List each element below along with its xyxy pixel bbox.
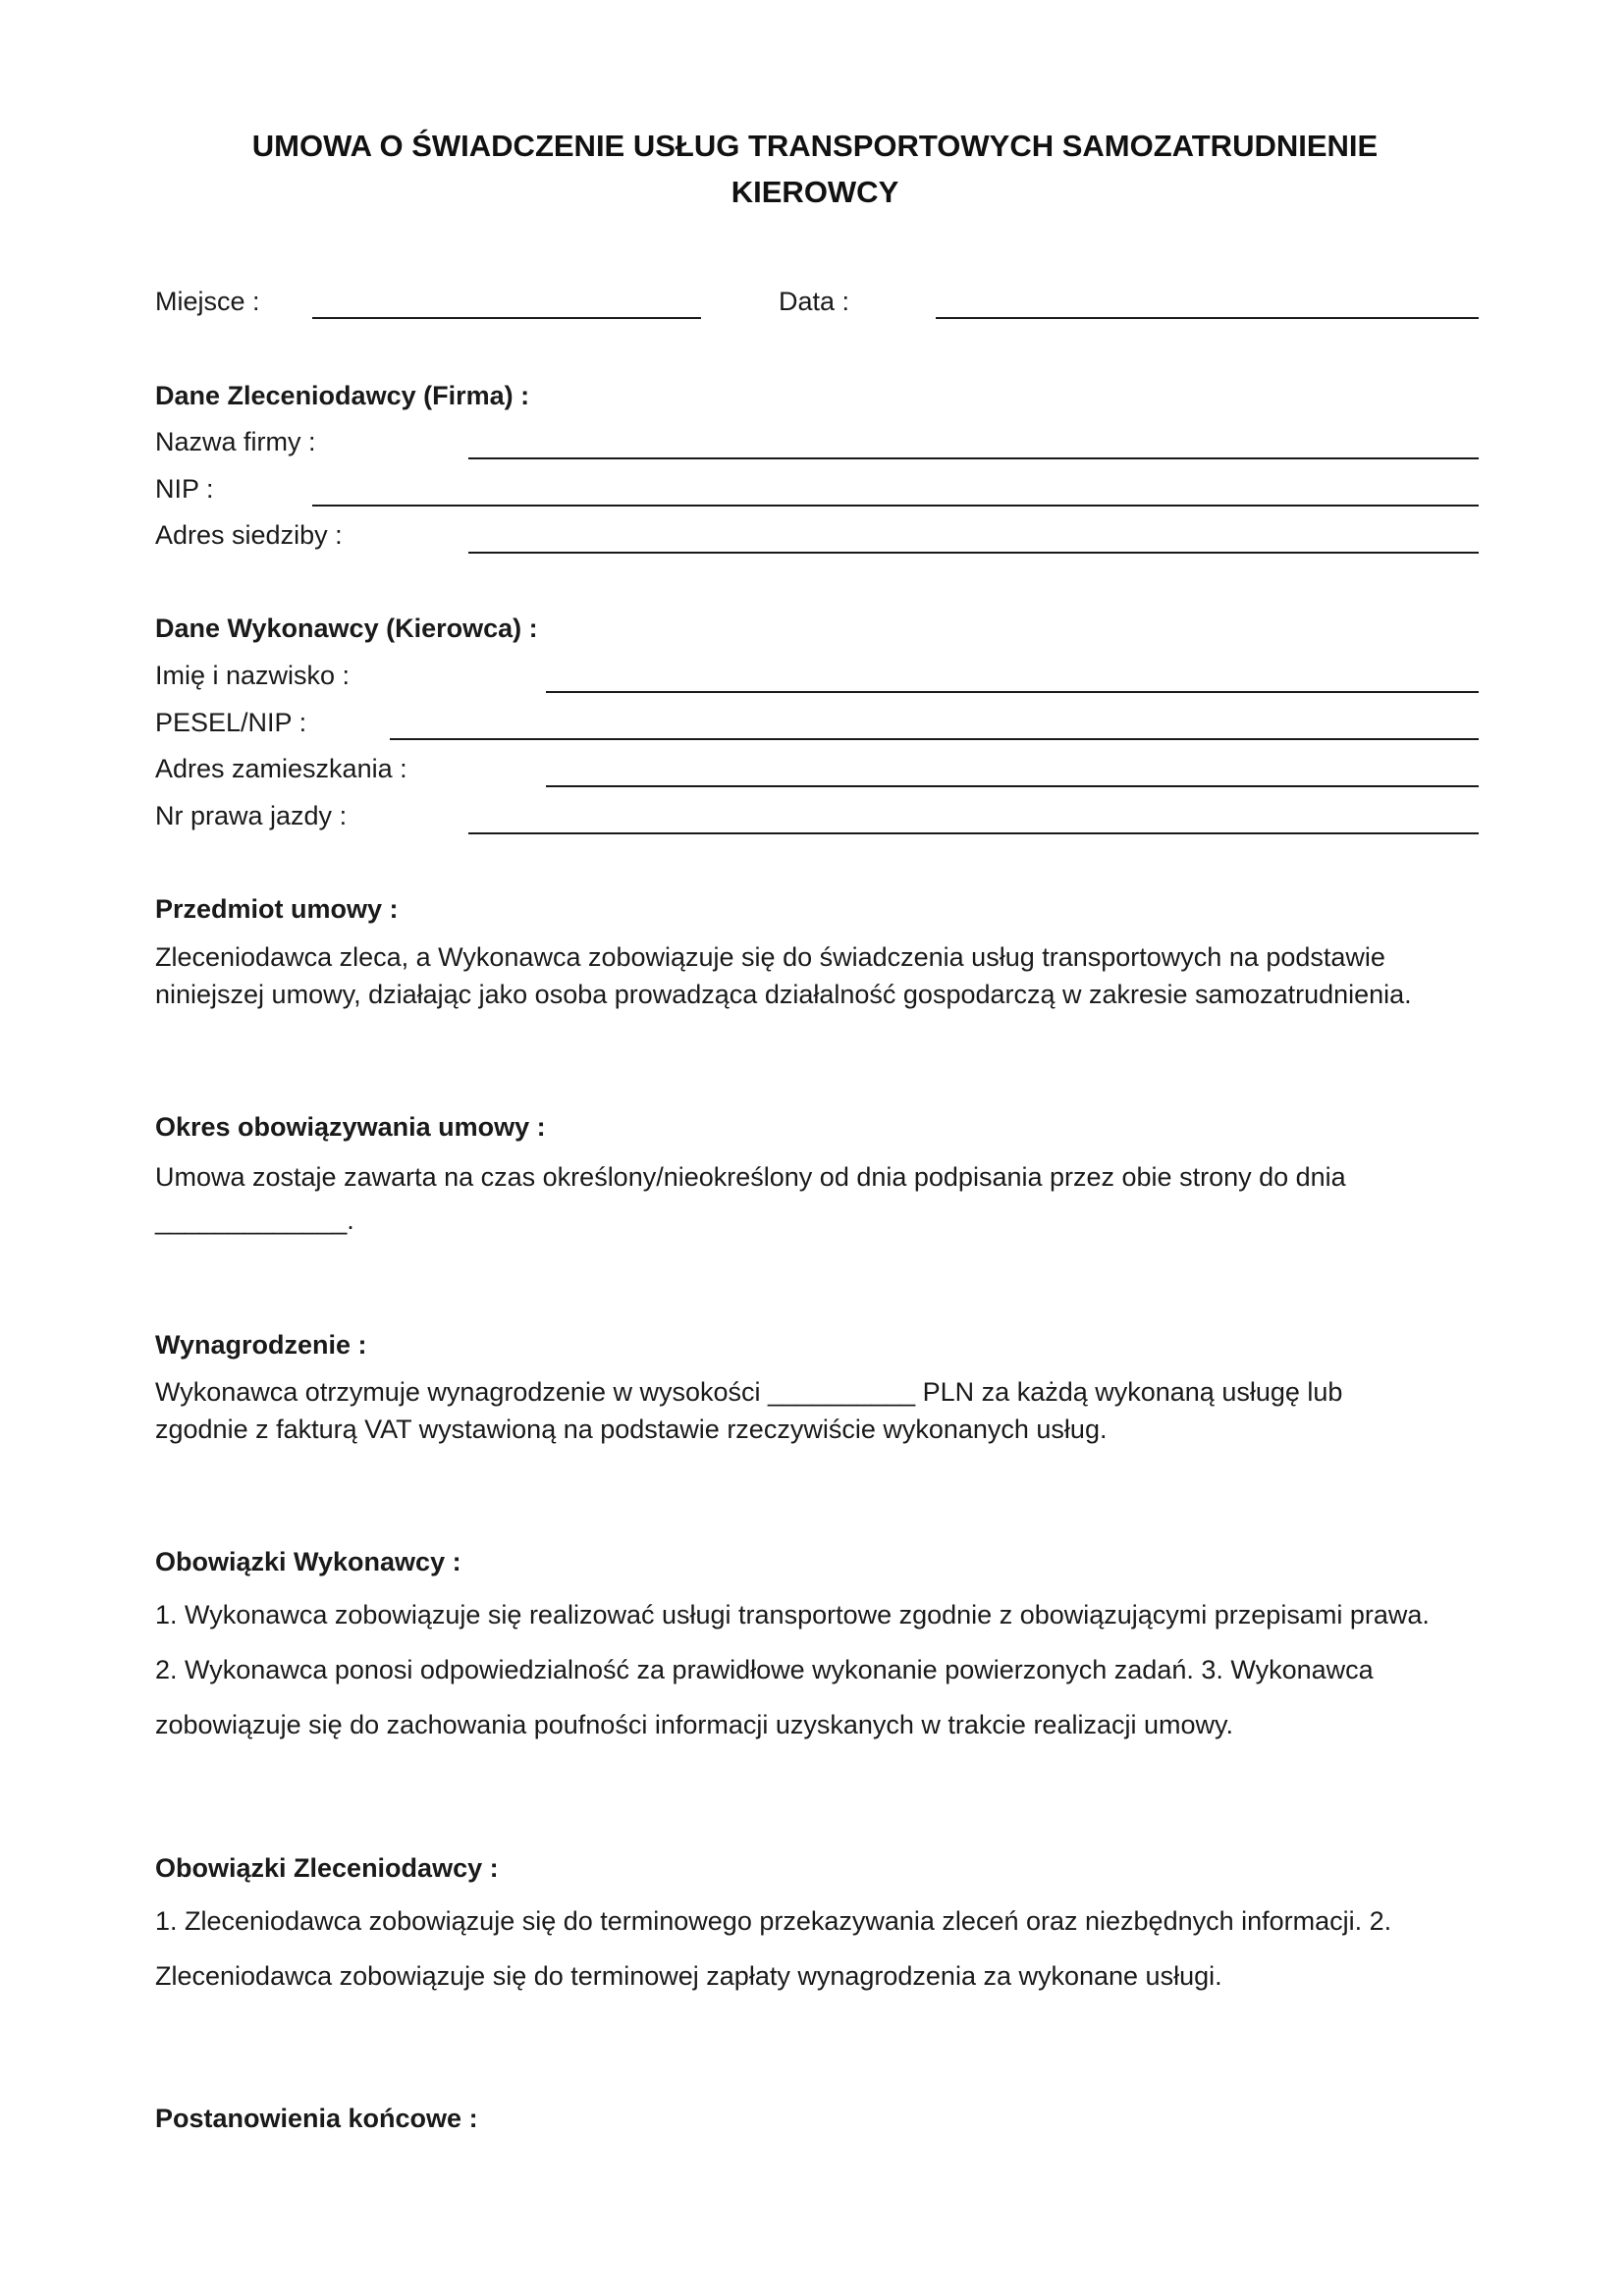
company-name-field[interactable]	[468, 457, 1479, 459]
title-line-1: UMOWA O ŚWIADCZENIE USŁUG TRANSPORTOWYCH SAMOZATRUDNIENIE	[251, 129, 1379, 163]
contractor-address-label: Adres zamieszkania :	[155, 754, 407, 783]
company-address-field[interactable]	[468, 552, 1479, 554]
nip-field[interactable]	[312, 505, 1479, 507]
title-line-2: KIEROWCY	[731, 175, 899, 209]
remuneration-line-2: zgodnie z fakturą VAT wystawioną na podstawie rzeczywiście wykonanych usług.	[155, 1415, 1108, 1444]
contractor-duties-line-1: 1. Wykonawca zobowiązuje się realizować usługi transportowe zgodnie z obowiązującymi przepisami prawa.	[155, 1600, 1430, 1629]
contractor-duties-paragraph	[155, 1587, 1490, 1752]
remuneration-heading: Wynagrodzenie :	[155, 1330, 367, 1360]
remuneration-line-1: Wykonawca otrzymuje wynagrodzenie w wysokości __________ PLN za każdą wykonaną usługę lub	[155, 1377, 1343, 1407]
subject-line-2: niniejszej umowy, działając jako osoba prowadząca działalność gospodarczą w zakresie samozatrudnienia.	[155, 980, 1412, 1009]
place-label: Miejsce :	[155, 287, 260, 316]
contractor-duties-heading: Obowiązki Wykonawcy :	[155, 1547, 461, 1576]
term-paragraph	[155, 1155, 1490, 1242]
client-section-heading: Dane Zleceniodawcy (Firma) :	[155, 381, 530, 410]
contractor-name-label: Imię i nazwisko :	[155, 661, 351, 690]
term-line-2: _____________.	[155, 1205, 354, 1235]
contractor-duties-line-2: 2. Wykonawca ponosi odpowiedzialność za prawidłowe wykonanie powierzonych zadań. 3. Wykonawca	[155, 1655, 1374, 1684]
document-title	[157, 123, 1473, 215]
client-duties-line-2: Zleceniodawca zobowiązuje się do terminowej zapłaty wynagrodzenia za wykonane usługi.	[155, 1961, 1222, 1991]
place-field[interactable]	[312, 317, 701, 319]
term-line-1: Umowa zostaje zawarta na czas określony/nieokreślony od dnia podpisania przez obie strony do dnia	[155, 1162, 1346, 1192]
contractor-duties-line-3: zobowiązuje się do zachowania poufności informacji uzyskanych w trakcie realizacji umowy.	[155, 1710, 1233, 1739]
term-heading: Okres obowiązywania umowy :	[155, 1112, 546, 1142]
client-duties-heading: Obowiązki Zleceniodawcy :	[155, 1853, 499, 1883]
contractor-name-field[interactable]	[546, 691, 1479, 693]
contractor-section-heading: Dane Wykonawcy (Kierowca) :	[155, 614, 538, 643]
pesel-field[interactable]	[390, 738, 1479, 740]
company-name-label: Nazwa firmy :	[155, 427, 316, 456]
pesel-label: PESEL/NIP :	[155, 708, 307, 737]
license-field[interactable]	[468, 832, 1479, 834]
client-duties-paragraph	[155, 1894, 1490, 2003]
subject-heading: Przedmiot umowy :	[155, 894, 399, 924]
company-address-label: Adres siedziby :	[155, 520, 343, 550]
nip-label: NIP :	[155, 474, 214, 504]
client-duties-line-1: 1. Zleceniodawca zobowiązuje się do terminowego przekazywania zleceń oraz niezbędnych informacji. 2.	[155, 1906, 1392, 1936]
date-field[interactable]	[936, 317, 1479, 319]
contractor-address-field[interactable]	[546, 785, 1479, 787]
date-label: Data :	[779, 287, 850, 316]
final-provisions-heading: Postanowienia końcowe :	[155, 2104, 478, 2133]
subject-line-1: Zleceniodawca zleca, a Wykonawca zobowiązuje się do świadczenia usług transportowych na podstawie	[155, 942, 1385, 972]
remuneration-paragraph	[155, 1373, 1490, 1448]
license-label: Nr prawa jazdy :	[155, 801, 348, 830]
subject-paragraph	[155, 938, 1490, 1013]
